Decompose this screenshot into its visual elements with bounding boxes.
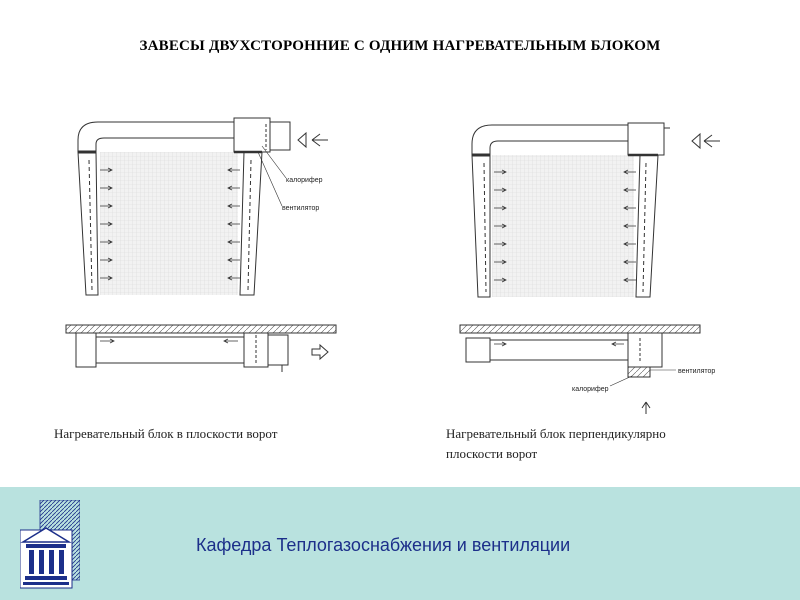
gate-opening bbox=[100, 152, 238, 295]
left-heater-label: калорифер bbox=[286, 177, 323, 184]
wall-section bbox=[460, 325, 700, 333]
right-column bbox=[636, 155, 658, 297]
fan-block bbox=[270, 122, 290, 150]
plan-intake-arrow bbox=[642, 402, 650, 414]
wall-section bbox=[66, 325, 336, 333]
left-caption: Нагревательный блок в плоскости ворот bbox=[54, 426, 278, 441]
right-caption-line1: Нагревательный блок перпендикулярно bbox=[446, 426, 666, 441]
left-column bbox=[472, 155, 490, 297]
intake-arrow bbox=[704, 135, 720, 147]
plan-duct bbox=[490, 340, 628, 360]
left-column bbox=[78, 152, 98, 295]
plan-duct bbox=[96, 337, 244, 363]
right-elevation bbox=[472, 123, 720, 297]
university-building-logo bbox=[20, 500, 80, 590]
plan-heater-block bbox=[628, 333, 662, 367]
right-fan-label: вентилятор bbox=[678, 368, 716, 375]
right-heater-label: калорифер bbox=[572, 386, 609, 393]
right-caption-line2: плоскости ворот bbox=[446, 446, 538, 461]
intake-arrow bbox=[312, 134, 328, 146]
left-plan bbox=[66, 325, 336, 372]
right-caption bbox=[446, 424, 746, 464]
right-plan bbox=[460, 325, 700, 414]
right-column bbox=[240, 152, 262, 295]
heater-block bbox=[234, 118, 270, 152]
department-name: Кафедра Теплогазоснабжения и вентиляции bbox=[196, 535, 571, 555]
page-title: ЗАВЕСЫ ДВУХСТОРОННИЕ С ОДНИМ НАГРЕВАТЕЛЬНЫМ БЛОКОМ bbox=[139, 38, 661, 54]
footer-bar bbox=[0, 487, 800, 600]
gate-opening bbox=[492, 155, 634, 297]
left-fan-label: вентилятор bbox=[282, 205, 320, 212]
plan-intake-arrow bbox=[312, 345, 328, 359]
heater-block bbox=[628, 123, 664, 155]
